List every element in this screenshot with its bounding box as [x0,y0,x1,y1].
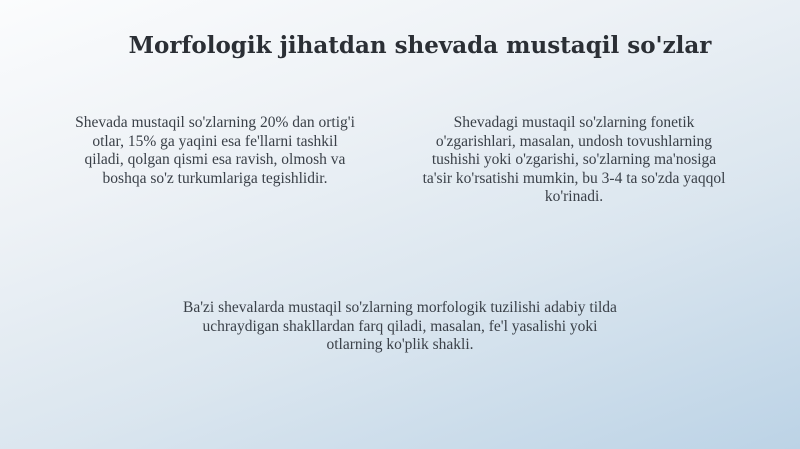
text-block-left: Shevada mustaqil so'zlarning 20% dan ortig'i otlar, 15% ga yaqini esa fe'llarni tashkil qiladi, qolgan qismi esa ravish, olmosh va boshqa so'z turkumlariga tegishlidir. [75,114,355,187]
slide-title: Morfologik jihatdan shevada mustaqil so'zlar [128,32,712,59]
text-block-bottom: Ba'zi shevalarda mustaqil so'zlarning morfologik tuzilishi adabiy tilda uchraydigan shakllardan farq qiladi, masalan, fe'l yasalishi yoki otlarning ko'plik shakli. [183,299,617,353]
text-block-right: Shevadagi mustaqil so'zlarning fonetik o'zgarishlari, masalan, undosh tovushlarning tushishi yoki o'zgarishi, so'zlarning ma'nosiga ta'sir ko'rsatishi mumkin, bu 3-4 ta so'zda yaqqol ko'rinadi. [422,114,726,205]
